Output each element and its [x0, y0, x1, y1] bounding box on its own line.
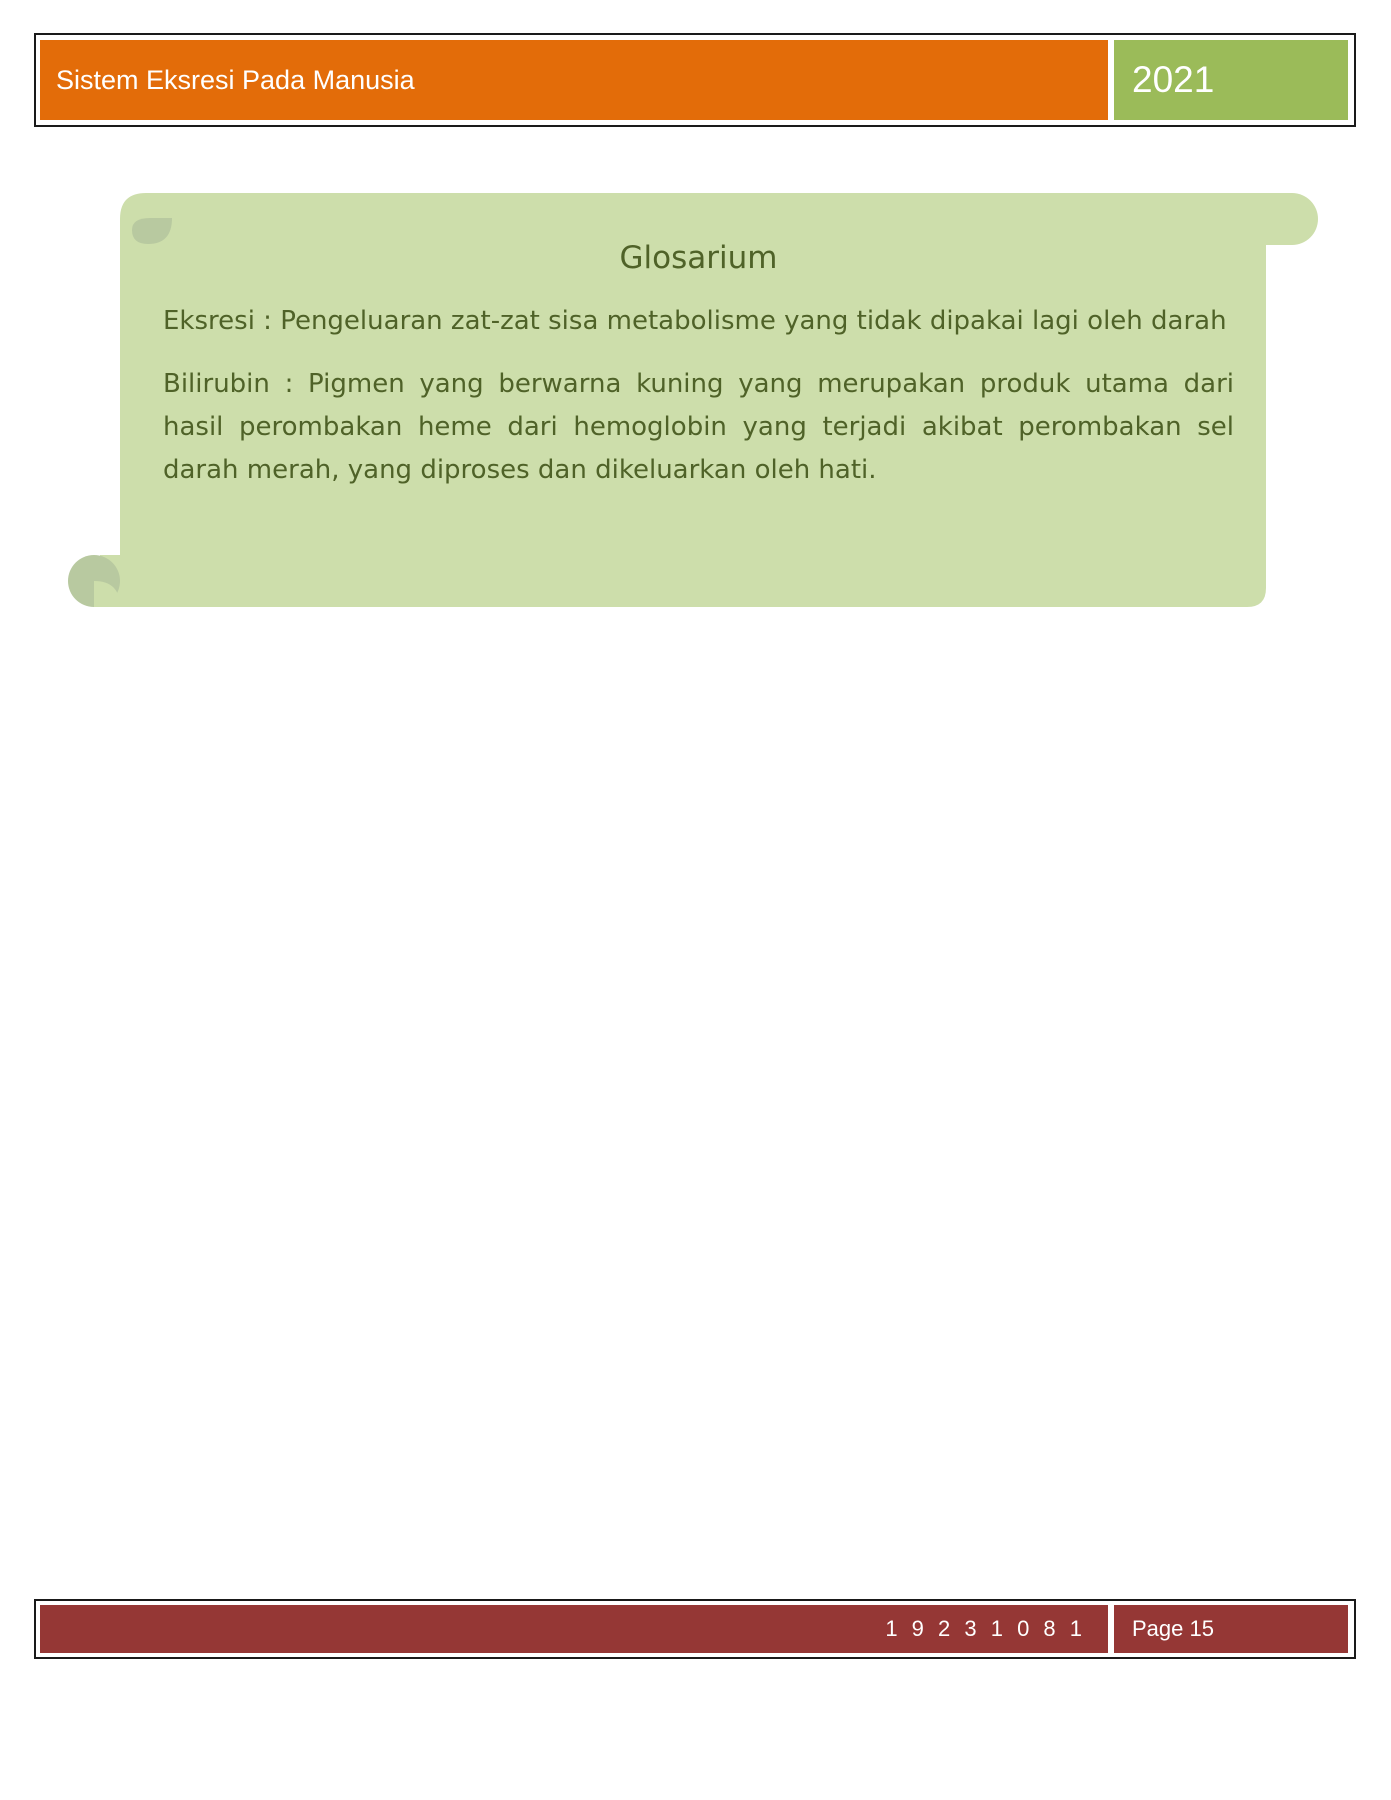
- footer-student-id: 1 9 2 3 1 0 8 1: [885, 1616, 1086, 1641]
- document-year: 2021: [1132, 59, 1215, 100]
- glossary-content: [163, 240, 1234, 512]
- glossary-entry-eksresi: Eksresi : Pengeluaran zat-zat sisa metabolisme yang tidak dipakai lagi oleh darah: [163, 306, 1227, 336]
- glossary-entry-bilirubin: Bilirubin : Pigmen yang berwarna kuning yang merupakan produk utama dari hasil perombakan heme dari hemoglobin yang terjadi akibat perombakan sel darah merah, yang diproses dan dikeluarkan oleh hati.: [163, 369, 1234, 485]
- footer-id-cell: [40, 1605, 1108, 1653]
- footer-page-cell: [1114, 1605, 1348, 1653]
- page-number: Page 15: [1132, 1616, 1214, 1641]
- document-title: Sistem Eksresi Pada Manusia: [56, 64, 415, 95]
- glossary-title: Glosarium: [619, 240, 778, 276]
